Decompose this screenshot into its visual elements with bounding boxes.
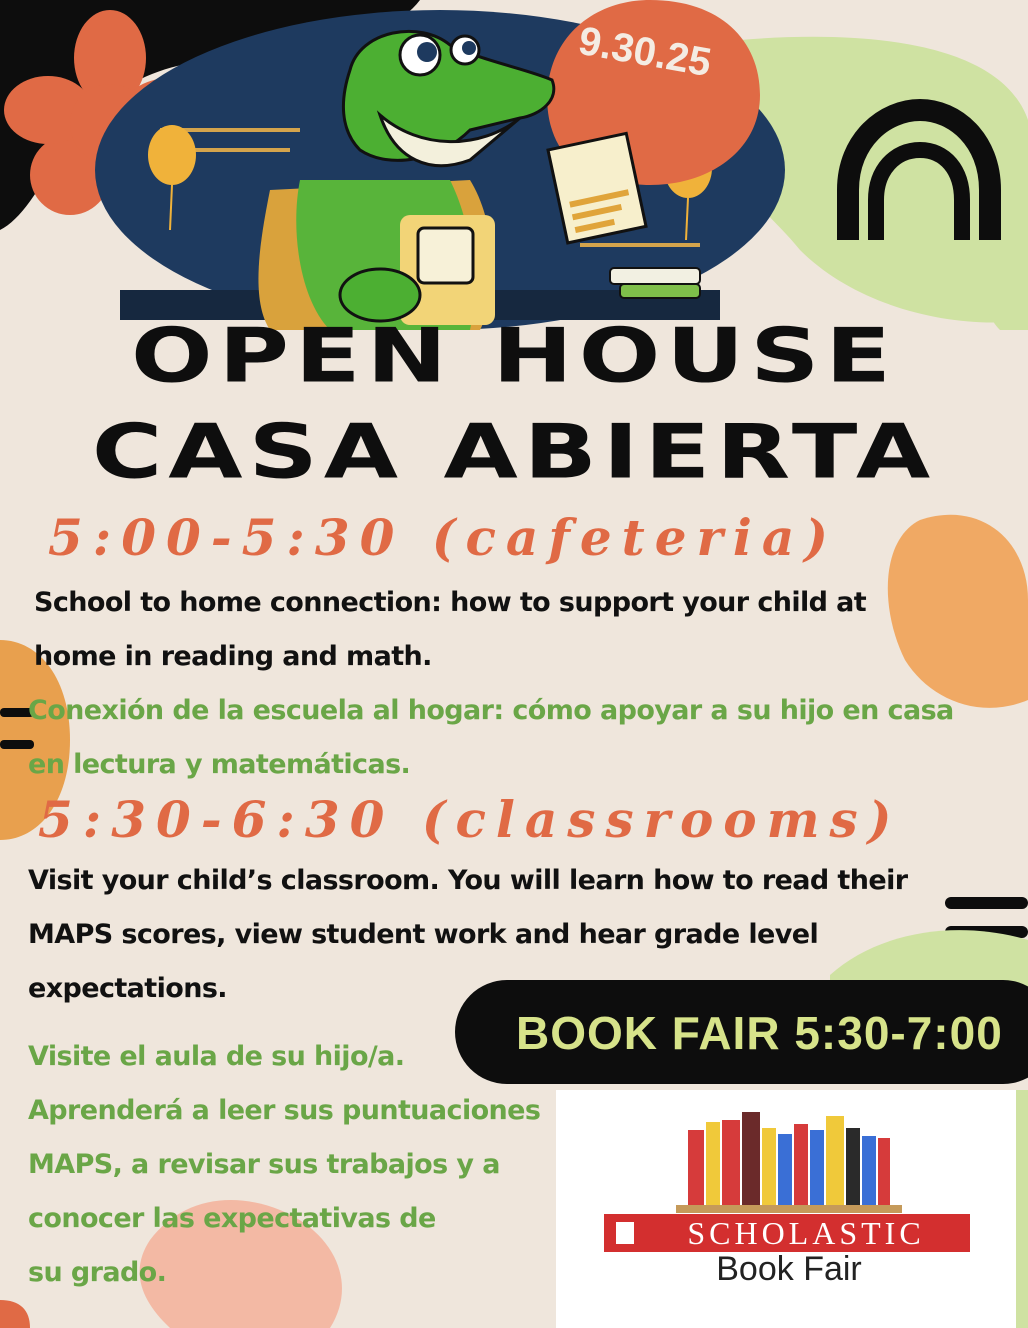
session1-time: 5:00-5:30 (cafeteria) [48, 508, 838, 567]
green-edge-strip [1016, 1090, 1028, 1328]
scholastic-brand-text: SCHOLASTIC [687, 1215, 925, 1251]
scholastic-logo-panel [556, 1090, 1022, 1328]
session1-english-text [34, 576, 866, 684]
session2-spanish-text [28, 1030, 540, 1300]
session1-en-line-2: home in reading and math. [34, 641, 432, 672]
session2-en-line-1: Visit your child’s classroom. You will learn how to read their [28, 865, 908, 896]
session2-es-line-1: Visite el aula de su hijo/a. [28, 1041, 405, 1072]
session2-en-line-3: expectations. [28, 973, 227, 1004]
date-badge: 9.30.25 [575, 18, 715, 86]
session1-en-line-1: School to home connection: how to support your child at [34, 587, 867, 618]
session1-es-line-2: en lectura y matemáticas. [28, 749, 411, 780]
books-icon [556, 1090, 1022, 1328]
peach-blob-right-shape [888, 515, 1028, 708]
session2-time: 5:30-6:30 (classrooms) [38, 790, 902, 849]
title-open-house: OPEN HOUSE [131, 312, 897, 400]
session2-es-line-5: su grado. [28, 1257, 167, 1288]
session2-es-line-3: MAPS, a revisar sus trabajos y a [28, 1149, 500, 1180]
book-fair-label: BOOK FAIR 5:30-7:00 [516, 1007, 1003, 1059]
session2-es-line-4: conocer las expectativas de [28, 1203, 436, 1234]
session1-spanish-text [28, 684, 954, 792]
session2-es-line-2: Aprenderá a leer sus puntuaciones [28, 1095, 541, 1126]
title-casa-abierta: CASA ABIERTA [91, 408, 937, 496]
scholastic-sub-text: Book Fair [716, 1250, 862, 1288]
session2-en-line-2: MAPS scores, view student work and hear grade level [28, 919, 819, 950]
session1-es-line-1: Conexión de la escuela al hogar: cómo apoyar a su hijo en casa [28, 695, 954, 726]
